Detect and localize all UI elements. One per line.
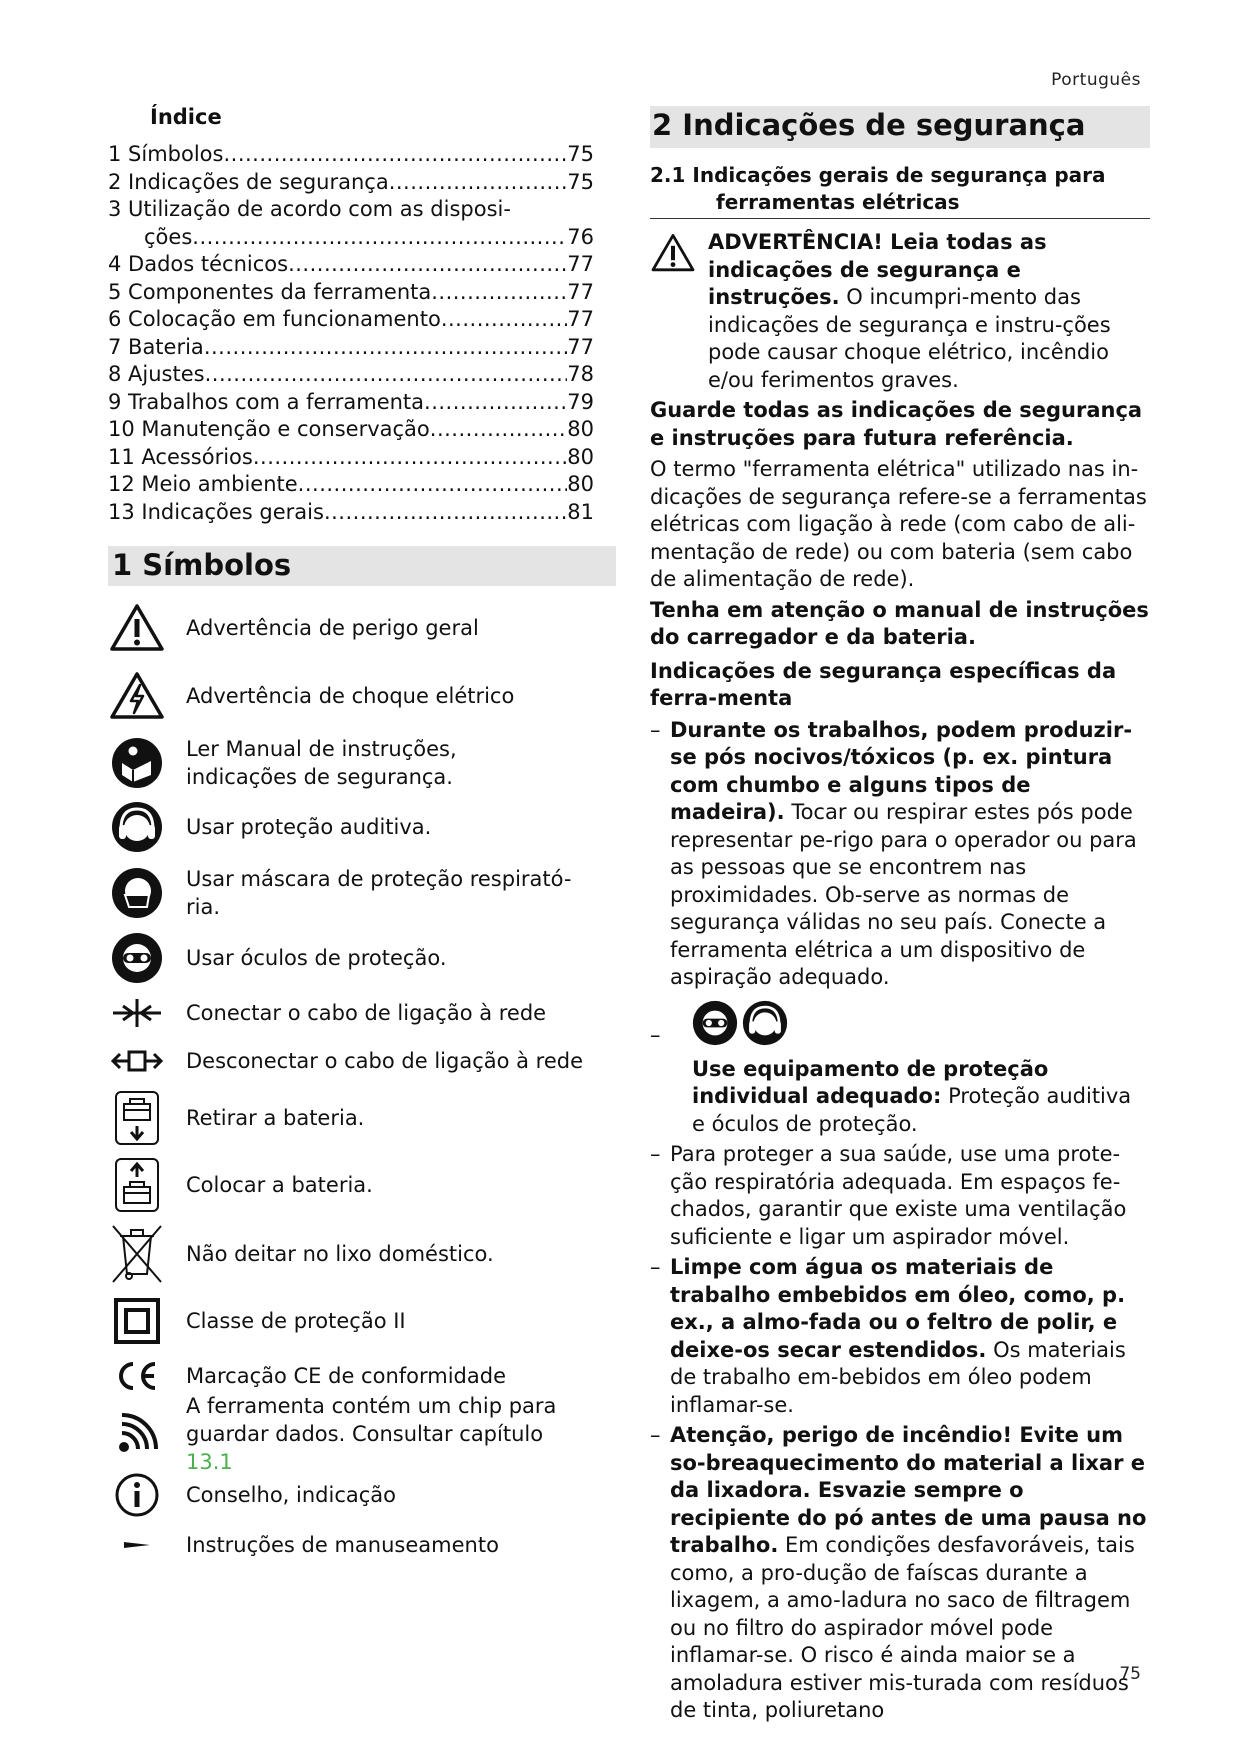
toc-item-page: 77 [567, 252, 594, 276]
toc-item-label: 13 Indicações gerais [108, 499, 324, 524]
protection-class-ii-icon [108, 1298, 166, 1344]
safety-goggles-icon [108, 932, 166, 984]
toc-item-label: 8 Ajustes [108, 362, 205, 386]
list-item [108, 1084, 618, 1152]
battery-insert-icon [108, 1157, 166, 1213]
toc-item[interactable] [108, 251, 594, 279]
battery-remove-icon [108, 1090, 166, 1146]
toc-leader-dots [192, 224, 567, 252]
list-item: – Atenção, perigo de incêndio! Evite um so-breaquecimento do material a lixar e da lixadora. Esvazie sempre o recipiente do pó antes de uma pausa no trabalho. Em condições desfavoráveis, tais como, a pro-dução de faíscas durante a lixagem, a amo-ladura no saco de filtragem ou no filtro do aspirador móvel pode inflamar-se. O risco é ainda maior se a amoladura estiver mis-turada com resíduos de tinta, poliuretano [650, 1423, 1147, 1722]
left-column [108, 105, 618, 1568]
toc-item-page: 81 [567, 499, 594, 524]
toc-item[interactable] [108, 334, 594, 362]
symbol-text: Conectar o cabo de ligação à rede [186, 1001, 547, 1025]
symbol-text: Usar máscara de proteção respirató-ria. [186, 867, 572, 919]
toc-item-label: 7 Bateria [108, 334, 204, 359]
list-item [108, 928, 618, 988]
toc-leader-dots [441, 306, 567, 334]
toc-leader-dots [424, 389, 567, 417]
keep-instructions: Guarde todas as indicações de segurança e instruções para futura referência. [650, 398, 1143, 450]
page-number: 75 [1119, 1664, 1141, 1684]
list-item: – Use equipamento de proteção individual adequado: Proteção auditiva e óculos de proteção. [650, 998, 1150, 1139]
list-item [108, 988, 618, 1038]
toc-leader-dots [223, 141, 567, 169]
symbol-text: Conselho, indicação [186, 1483, 397, 1507]
toc-item-page: 80 [567, 444, 594, 469]
toc-item[interactable] [108, 444, 594, 472]
symbol-text: Usar proteção auditiva. [186, 815, 432, 839]
symbol-text: Usar óculos de proteção. [186, 946, 447, 970]
toc-leader-dots [431, 279, 567, 307]
ce-mark-icon [108, 1360, 166, 1392]
toc-item[interactable] [108, 169, 594, 197]
symbol-text: Desconectar o cabo de ligação à rede [186, 1049, 584, 1073]
ear-protection-icon [742, 1000, 788, 1046]
toc-item-page: 80 [567, 472, 594, 496]
warning-triangle-icon [650, 233, 696, 277]
specific-heading: Indicações de segurança específicas da ferra-menta [650, 658, 1117, 710]
read-manual-icon [108, 737, 166, 789]
table-of-contents [108, 141, 618, 526]
toc-item[interactable] [108, 361, 594, 389]
plug-connect-icon [108, 996, 166, 1030]
toc-item[interactable] [108, 141, 594, 169]
toc-item-label: 6 Colocação em funcionamento [108, 307, 441, 331]
toc-item-label: 3 Utilização de acordo com as disposi- [108, 197, 511, 221]
toc-leader-dots [298, 471, 568, 499]
symbols-heading: 1 Símbolos [108, 546, 616, 586]
toc-item-page: 77 [567, 334, 594, 359]
toc-item-label: 9 Trabalhos com a ferramenta [108, 389, 425, 414]
toc-item-label: 11 Acessórios [108, 444, 253, 469]
toc-leader-dots [204, 334, 567, 362]
warning-triangle-icon [108, 603, 166, 653]
info-icon [108, 1473, 166, 1517]
symbol-text: Não deitar no lixo doméstico. [186, 1242, 494, 1266]
list-item: – Durante os trabalhos, podem produzir-se pós nocivos/tóxicos (p. ex. pintura com chumbo e alguns tipos de madeira). Tocar ou respirar estes pós pode representar pe-rigo para o operador ou para as pessoas que se encontrem nas proximidades. Ob-serve as normas de segurança válidas no seu país. Conecte a ferramenta elétrica a um dispositivo de aspiração adequado. [650, 717, 1137, 989]
language-label: Português [1051, 70, 1141, 90]
symbol-text: Retirar a bateria. [186, 1106, 365, 1130]
toc-title: Índice [150, 105, 222, 129]
list-item [108, 594, 618, 662]
toc-item[interactable] [108, 196, 594, 224]
symbol-text: Advertência de perigo geral [186, 616, 479, 640]
list-item [108, 1218, 618, 1290]
toc-item-label: 12 Meio ambiente [108, 472, 298, 496]
symbol-text: Colocar a bateria. [186, 1173, 373, 1197]
toc-item-page: 79 [567, 389, 594, 414]
symbol-text: Ler Manual de instruções, indicações de segurança. [186, 737, 457, 789]
plug-disconnect-icon [108, 1046, 166, 1076]
term-paragraph: O termo "ferramenta elétrica" utilizado nas in-dicações de segurança refere-se a ferramentas elétricas com ligação à rede (com cabo de ali-mentação de rede) ou com bateria (sem cabo de alimentação de rede). [650, 457, 1147, 591]
list-item [108, 1522, 618, 1568]
toc-item-label: 4 Dados técnicos [108, 252, 289, 276]
toc-item[interactable] [108, 224, 594, 252]
toc-leader-dots [253, 444, 567, 472]
safety-goggles-icon [692, 1000, 738, 1046]
toc-item-page: 77 [567, 307, 594, 331]
rfid-chip-icon [108, 1413, 166, 1455]
arrow-instruction-icon [108, 1539, 166, 1551]
chapter-link[interactable]: 13.1 [186, 1450, 233, 1474]
toc-item[interactable] [108, 471, 594, 499]
symbol-text: Classe de proteção II [186, 1309, 406, 1333]
toc-item-page: 77 [567, 279, 594, 304]
ppe-icons [692, 998, 1150, 1048]
toc-item-page: 75 [567, 169, 594, 194]
toc-item-label: 1 Símbolos [108, 142, 224, 166]
toc-leader-dots [205, 361, 568, 389]
ear-protection-icon [108, 801, 166, 853]
toc-item-label: 5 Componentes da ferramenta [108, 279, 432, 304]
toc-item-label: 10 Manutenção e conservação [108, 417, 430, 441]
electric-shock-warning-icon [108, 671, 166, 721]
list-item [108, 1468, 618, 1522]
list-item [108, 796, 618, 858]
list-item [108, 1290, 618, 1352]
list-item [108, 662, 618, 730]
symbol-text: Advertência de choque elétrico [186, 684, 515, 708]
symbol-text: Instruções de manuseamento [186, 1533, 499, 1557]
symbol-text: A ferramenta contém um chip para guardar dados. Consultar capítulo 13.1 [186, 1394, 557, 1474]
toc-leader-dots [288, 251, 567, 279]
list-item [108, 1038, 618, 1084]
toc-leader-dots [389, 169, 568, 197]
toc-item[interactable] [108, 499, 594, 527]
symbol-list [108, 594, 618, 1568]
toc-item-page: 78 [567, 362, 594, 386]
safety-subheading: 2.1 Indicações gerais de segurança para ferramentas elétricas [650, 162, 1150, 219]
safety-heading: 2 Indicações de segurança [650, 106, 1150, 148]
crossed-bin-icon [108, 1222, 166, 1286]
toc-item-page: 80 [567, 417, 594, 441]
toc-item-label: 2 Indicações de segurança [108, 169, 389, 194]
toc-item[interactable] [108, 416, 594, 444]
toc-leader-dots [430, 416, 568, 444]
charger-note: Tenha em atenção o manual de instruções do carregador e da bateria. [650, 597, 1149, 649]
list-item [108, 1152, 618, 1218]
toc-item[interactable] [108, 389, 594, 417]
toc-item-page: 76 [567, 224, 594, 249]
toc-leader-dots [324, 499, 567, 527]
list-item [108, 730, 618, 796]
symbol-text: Marcação CE de conformidade [186, 1364, 506, 1388]
list-item: – Para proteger a sua saúde, use uma prote-ção respiratória adequada. Em espaços fe-chados, garantir que existe uma ventilação suficiente e ligar um aspirador móvel. [650, 1142, 1127, 1249]
list-item [108, 1394, 618, 1474]
toc-item[interactable] [108, 279, 594, 307]
right-column [650, 106, 1150, 1725]
toc-item-label: ções [144, 224, 193, 249]
toc-item-page: 75 [567, 142, 594, 166]
toc-item[interactable] [108, 306, 594, 334]
respirator-mask-icon [108, 867, 166, 919]
warning-paragraph: ADVERTÊNCIA! Leia todas as indicações de segurança e instruções. O incumpri-mento das indicações de segurança e instru-ções pode causar choque elétrico, incêndio e/ou ferimentos graves. [650, 229, 1150, 394]
list-item: – Limpe com água os materiais de trabalho embebidos em óleo, como, p. ex., a almo-fada ou o feltro de polir, e deixe-os secar estendidos. Os materiais de trabalho em-bebidos em óleo podem inflamar-se. [650, 1255, 1126, 1417]
list-item [108, 858, 618, 928]
